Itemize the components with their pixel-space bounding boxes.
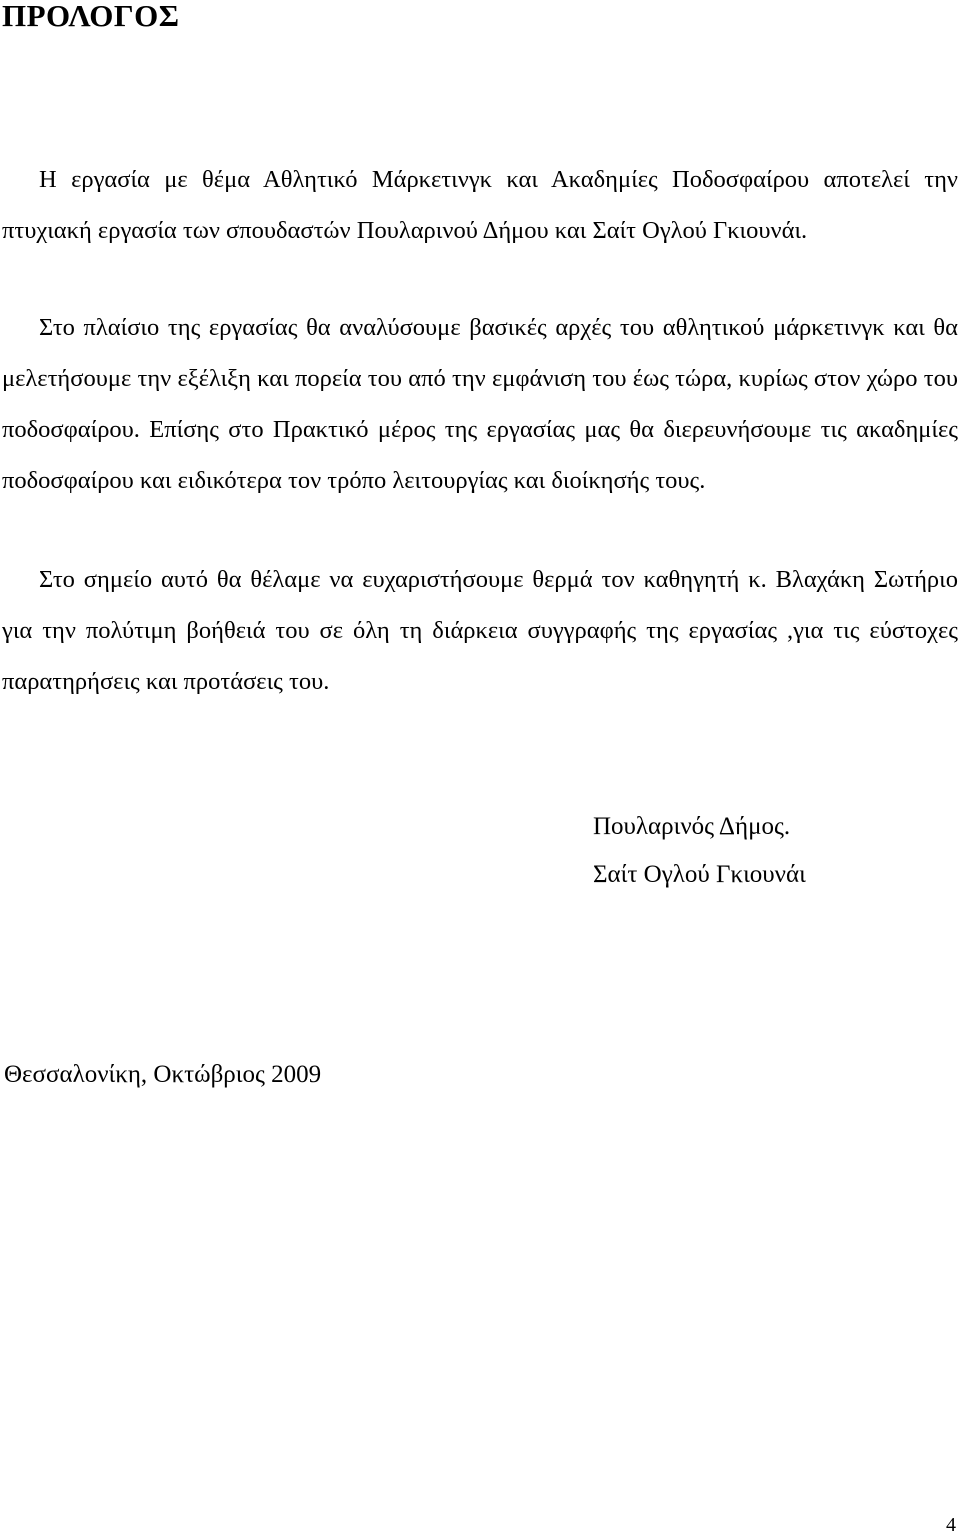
place-and-date: Θεσσαλονίκη, Οκτώβριος 2009 bbox=[4, 1061, 322, 1088]
paragraph-intro: Η εργασία με θέμα Αθλητικό Μάρκετινγκ και Ακαδημίες Ποδοσφαίρου αποτελεί την πτυχιακή εργασία των σπουδαστών Πουλαρινού Δήμου και Σαίτ Ογλού Γκιουνάι. bbox=[2, 166, 958, 244]
signature-author-1: Πουλαρινός Δήμος. bbox=[593, 813, 791, 840]
page-title: ΠΡΟΛΟΓΟΣ bbox=[2, 0, 180, 33]
paragraph-acknowledgements: Στο σημείο αυτό θα θέλαμε να ευχαριστήσουμε θερμά τον καθηγητή κ. Βλαχάκη Σωτήριο για την πολύτιμη βοήθειά του σε όλη τη διάρκεια συγγραφής της εργασίας ,για τις εύστοχες παρατηρήσεις και προτάσεις του. bbox=[2, 566, 958, 695]
page-number: 4 bbox=[946, 1514, 956, 1536]
paragraph-scope: Στο πλαίσιο της εργασίας θα αναλύσουμε βασικές αρχές του αθλητικού μάρκετινγκ και θα μελετήσουμε την εξέλιξη και πορεία του από την εμφάνιση του έως τώρα, κυρίως στον χώρο του ποδοσφαίρου. Επίσης στο Πρακτικό μέρος της εργασίας μας θα διερευνήσουμε τις ακαδημίες ποδοσφαίρου και ειδικότερα τον τρόπο λειτουργίας και διοίκησής τους. bbox=[2, 314, 958, 494]
signature-author-2: Σαίτ Ογλού Γκιουνάι bbox=[593, 861, 806, 888]
